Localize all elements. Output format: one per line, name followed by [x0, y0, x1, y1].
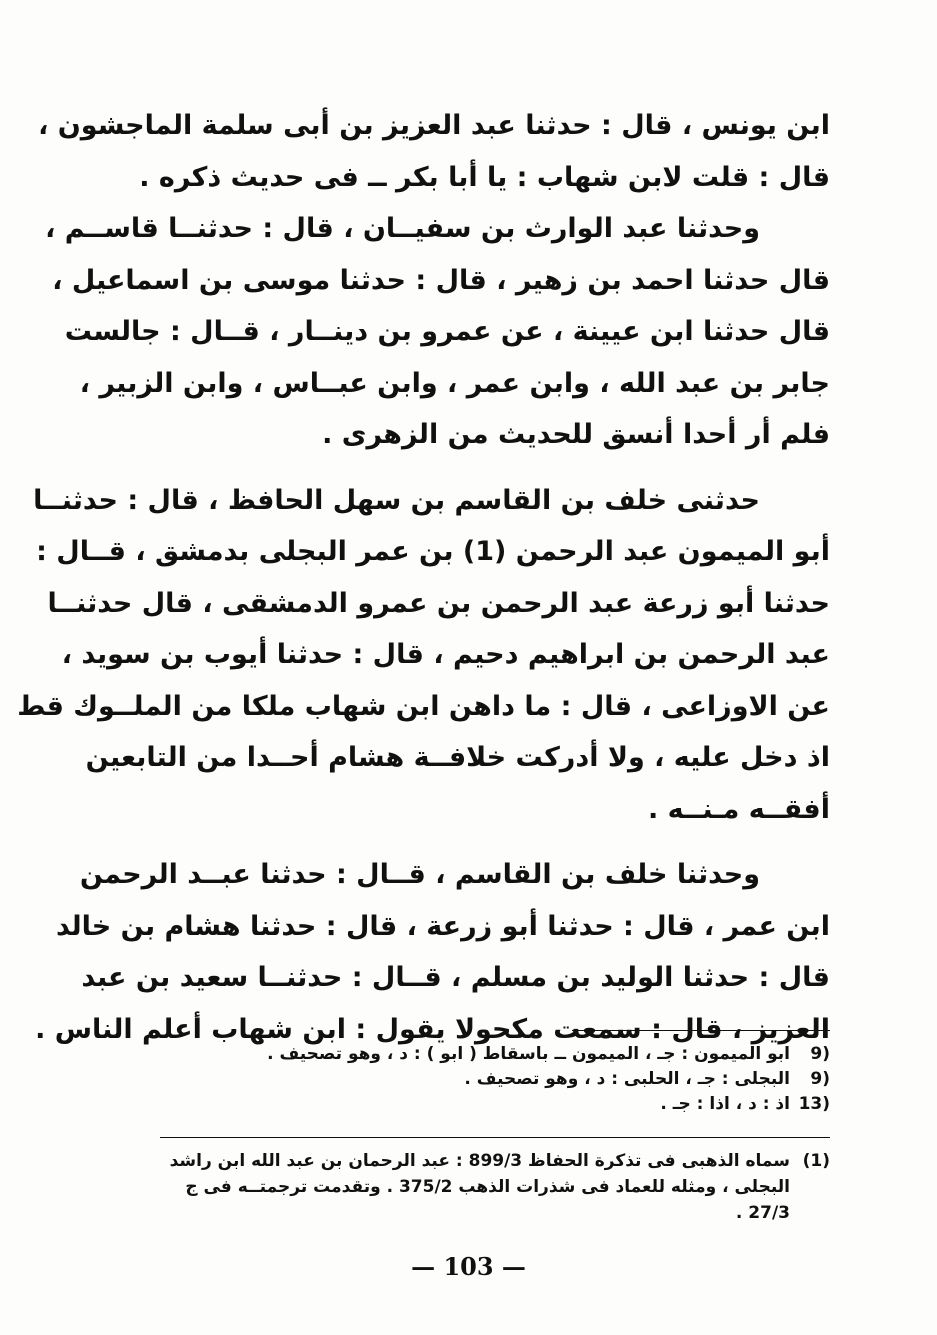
- note-line-number: 9): [810, 1044, 830, 1064]
- text-line: جابر بن عبد الله ، وابن عمر ، وابن عبــاس ، وابن الزبير ،: [79, 367, 830, 399]
- text-line: قال : قلت لابن شهاب : يا أبا بكر ــ فى حديث ذكره .: [139, 161, 830, 193]
- paragraph-2: [45, 203, 830, 461]
- text-line: حدثنا أبو زرعة عبد الرحمن بن عمرو الدمشقى ، قال حدثنــا: [47, 587, 830, 619]
- text-line: فلم أر أحدا أنسق للحديث من الزهرى .: [322, 419, 830, 450]
- main-text: [17, 100, 830, 1055]
- footnote-number: (1): [802, 1151, 830, 1171]
- collation-notes: [160, 1042, 830, 1117]
- text-line: ابن يونس ، قال : حدثنا عبد العزيز بن أبى سلمة الماجشون ،: [38, 110, 830, 141]
- collation-note: [160, 1042, 830, 1067]
- text-line: عبد الرحمن بن ابراهيم دحيم ، قال : حدثنا أيوب بن سويد ،: [61, 639, 830, 670]
- note-text: البجلى : جـ ، الحلبى : د ، وهو تصحيف .: [464, 1069, 790, 1089]
- text-line: ابن عمر ، قال : حدثنا أبو زرعة ، قال : حدثنا هشام بن خالد: [55, 910, 830, 942]
- text-line: قال : حدثنا الوليد بن مسلم ، قــال : حدثنــا سعيد بن عبد: [81, 962, 830, 993]
- text-line: العزيز ، قال : سمعت مكحولا يقول : ابن شهاب أعلم الناس .: [35, 1013, 830, 1045]
- footnote-divider: [160, 1137, 830, 1138]
- note-line-number: 9): [810, 1069, 830, 1089]
- note-line-number: 13): [798, 1094, 830, 1114]
- page-number: — 103 —: [411, 1252, 526, 1281]
- collation-note: [160, 1067, 830, 1092]
- note-text: اذ : د ، اذا : جـ .: [660, 1094, 790, 1114]
- text-line: عن الاوزاعى ، قال : ما داهن ابن شهاب ملكا من الملــوك قط: [17, 690, 830, 722]
- text-line: وحدثنا عبد الوارث بن سفيــان ، قال : حدثنــا قاســم ،: [45, 213, 760, 244]
- paragraph-3: [17, 475, 830, 836]
- collation-note: [160, 1092, 830, 1117]
- text-line: أفقــه مـنــه .: [647, 793, 830, 825]
- paragraph-1: [38, 100, 830, 203]
- text-line: اذ دخل عليه ، ولا أدركت خلافــة هشام أحــدا من التابعين: [85, 742, 830, 773]
- paragraph-4: [35, 849, 830, 1055]
- footnote-text: سماه الذهبى فى تذكرة الحفاظ 899/3 : عبد الرحمان بن عبد الله ابن راشد البجلى ، ومثله للعماد فى شذرات الذهب 375/2 . وتقدمت ترجمتــه فى ج 27/3 .: [169, 1151, 790, 1223]
- footnote-row: [160, 1148, 830, 1226]
- text-line: قال حدثنا احمد بن زهير ، قال : حدثنا موسى بن اسماعيل ،: [52, 264, 830, 296]
- footnote: [160, 1148, 830, 1226]
- text-line: أبو الميمون عبد الرحمن (1) بن عمر البجلى بدمشق ، قــال :: [36, 536, 830, 567]
- text-line: قال حدثنا ابن عيينة ، عن عمرو بن دينــار ، قــال : جالست: [64, 316, 830, 347]
- collation-divider: [572, 1030, 830, 1031]
- text-line: وحدثنا خلف بن القاسم ، قــال : حدثنا عبــد الرحمن: [79, 859, 760, 890]
- text-line: حدثنى خلف بن القاسم بن سهل الحافظ ، قال : حدثنــا: [33, 484, 760, 516]
- note-text: ابو الميمون : جـ ، الميمون ــ باسقاط ( ابو ) : د ، وهو تصحيف .: [267, 1044, 790, 1064]
